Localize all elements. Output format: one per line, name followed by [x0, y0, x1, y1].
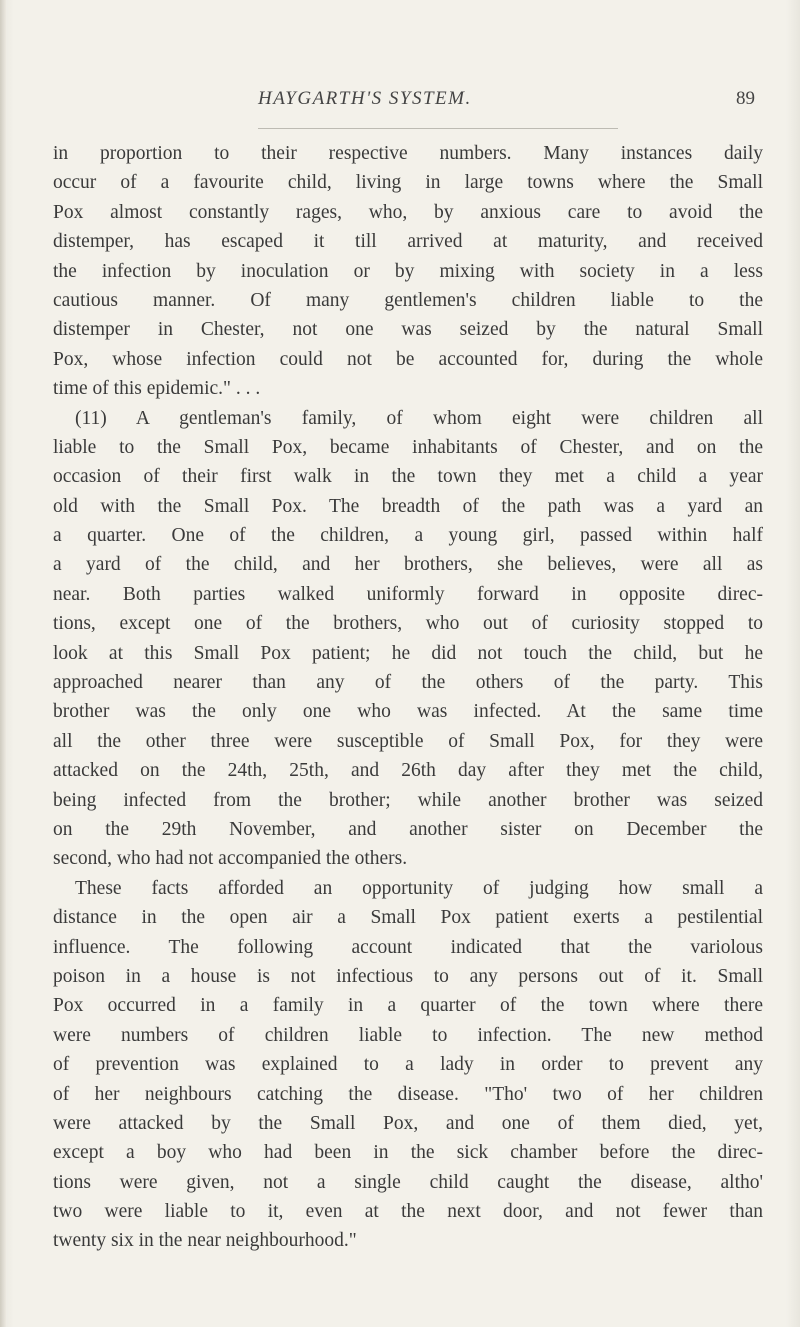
text-line: second, who had not accompanied the others.	[53, 848, 408, 870]
text-line: liable to the Small Pox, became inhabitants of Chester, and on the	[53, 436, 763, 458]
text-line: on the 29th November, and another sister on December the	[53, 818, 763, 840]
text-line: tions, except one of the brothers, who out of curiosity stopped to	[53, 613, 763, 635]
text-line: tions were given, not a single child caught the disease, altho'	[53, 1171, 763, 1193]
text-line: (11) A gentleman's family, of whom eight were children all	[75, 407, 763, 429]
text-line: Pox almost constantly rages, who, by anxious care to avoid the	[53, 201, 763, 223]
text-line: occur of a favourite child, living in large towns where the Small	[53, 172, 763, 194]
text-line: distemper in Chester, not one was seized by the natural Small	[53, 319, 763, 341]
text-line: Pox occurred in a family in a quarter of the town where there	[53, 995, 763, 1017]
text-line: two were liable to it, even at the next door, and not fewer than	[53, 1201, 763, 1223]
text-line: near. Both parties walked uniformly forward in opposite direc-	[53, 583, 763, 605]
text-line: twenty six in the near neighbourhood."	[53, 1230, 357, 1252]
running-title: HAYGARTH'S SYSTEM.	[258, 88, 472, 109]
text-line: of her neighbours catching the disease. "Tho' two of her children	[53, 1083, 763, 1105]
running-head	[0, 88, 800, 118]
text-line: distemper, has escaped it till arrived at maturity, and received	[53, 231, 763, 253]
text-line: a yard of the child, and her brothers, she believes, were all as	[53, 554, 763, 576]
text-line: being infected from the brother; while another brother was seized	[53, 789, 763, 811]
page-spine-shadow	[0, 0, 6, 1327]
text-line: a quarter. One of the children, a young girl, passed within half	[53, 525, 763, 547]
text-line: occasion of their first walk in the town they met a child a year	[53, 466, 763, 488]
text-line: the infection by inoculation or by mixing with society in a less	[53, 260, 763, 282]
text-line: distance in the open air a Small Pox patient exerts a pestilential	[53, 907, 763, 929]
text-line: of prevention was explained to a lady in order to prevent any	[53, 1054, 763, 1076]
text-line: time of this epidemic." . . .	[53, 378, 261, 400]
text-line: attacked on the 24th, 25th, and 26th day after they met the child,	[53, 760, 763, 782]
text-line: in proportion to their respective numbers. Many instances daily	[53, 143, 763, 164]
text-line: all the other three were susceptible of Small Pox, for they were	[53, 730, 763, 752]
text-line: influence. The following account indicated that the variolous	[53, 936, 763, 958]
page-number: 89	[736, 88, 755, 109]
text-line: were attacked by the Small Pox, and one of them died, yet,	[53, 1112, 763, 1134]
text-line: old with the Small Pox. The breadth of the path was a yard an	[53, 495, 763, 517]
text-line: brother was the only one who was infected. At the same time	[53, 701, 763, 723]
text-line: cautious manner. Of many gentlemen's children liable to the	[53, 289, 763, 311]
text-line: except a boy who had been in the sick chamber before the direc-	[53, 1142, 763, 1164]
text-line: These facts afforded an opportunity of judging how small a	[75, 877, 763, 899]
text-line: look at this Small Pox patient; he did not touch the child, but he	[53, 642, 763, 664]
text-line: were numbers of children liable to infection. The new method	[53, 1024, 763, 1046]
header-rule	[258, 128, 618, 129]
text-line: approached nearer than any of the others of the party. This	[53, 672, 763, 694]
text-line: poison in a house is not infectious to any persons out of it. Small	[53, 965, 763, 987]
text-line: Pox, whose infection could not be accounted for, during the whole	[53, 348, 763, 370]
body-text	[53, 139, 763, 1256]
